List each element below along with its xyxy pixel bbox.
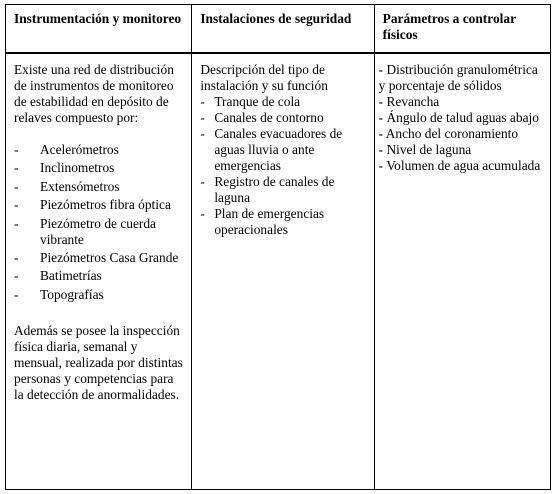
list-item: - Topografías <box>14 286 104 302</box>
header-instrumentation: Instrumentación y monitoreo <box>14 11 182 26</box>
list-item: - Registro de canales de laguna <box>200 174 335 205</box>
header-row <box>6 5 551 53</box>
body-row <box>6 53 551 490</box>
list-item: - Distribución granulométrica y porcentaje de sólidos <box>378 62 538 93</box>
header-safety-installations: Instalaciones de seguridad <box>200 11 352 26</box>
list-item: - Inclinometros <box>14 160 115 176</box>
header-cell-instrumentation <box>6 5 192 53</box>
document-table <box>5 4 551 490</box>
header-cell-safety <box>192 5 374 53</box>
list-item: - Tranque de cola <box>200 94 301 109</box>
instrument-list <box>14 142 185 303</box>
list-item: - Ancho del coronamiento <box>378 126 519 141</box>
safety-intro: Descripción del tipo de instalación y su función <box>200 62 328 93</box>
header-parameters: Parámetros a controlar físicos <box>382 11 516 42</box>
list-item: - Nivel de laguna <box>378 142 472 157</box>
parameters-cell <box>374 53 550 490</box>
list-item: - Plan de emergencias operacionales <box>200 206 325 237</box>
instrumentation-closing: Además se posee la inspección física diaria, semanal y mensual, realizada por distintas personas y competencias para la detección de anormalidades. <box>14 323 183 403</box>
list-item: - Extensómetros <box>14 178 120 194</box>
list-item: - Piezómetros Casa Grande <box>14 249 179 265</box>
list-item: - Ángulo de talud aguas abajo <box>378 110 539 125</box>
list-item: - Canales evacuadores de aguas lluvia o ante emergencias <box>200 126 343 173</box>
list-item: - Canales de contorno <box>200 110 324 125</box>
header-cell-parameters <box>374 5 550 53</box>
instrumentation-cell <box>6 53 192 490</box>
list-item: - Acelerómetros <box>14 142 119 157</box>
list-item: - Piezómetros fibra óptica <box>14 197 171 213</box>
safety-list <box>200 62 367 238</box>
instrumentation-intro: Existe una red de distribución de instrumentos de monitoreo de estabilidad en depósito de relaves compuesto por: <box>14 62 174 125</box>
list-item: - Volumen de agua acumulada <box>378 158 541 173</box>
parameters-list <box>379 62 544 174</box>
list-item: - Revancha <box>378 94 440 109</box>
safety-cell <box>192 53 374 490</box>
list-item: - Batimetrías <box>14 268 102 284</box>
list-item: - Piezómetro de cuerda vibrante <box>14 215 156 247</box>
